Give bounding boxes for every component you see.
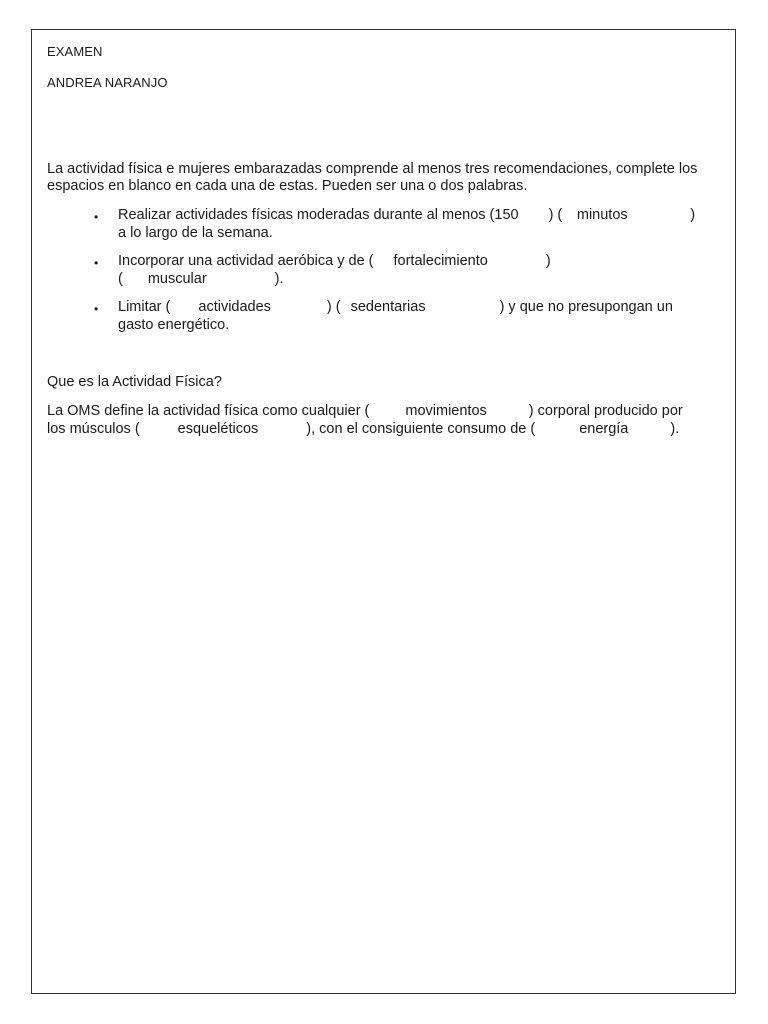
bullet-1-line-2: a lo largo de la semana. [118,225,273,241]
bullet-2-text [118,253,551,270]
bullet-1-part-3: ) [690,207,696,223]
bullet-2-blank-1: fortalecimiento [393,253,488,269]
definition-blank-1: movimientos [405,403,487,419]
bullet-2-line-2-close: ). [274,271,284,287]
bullet-3-line-2: gasto energético. [118,317,230,333]
bullet-3-part-2: ) ( [326,299,341,315]
bullet-3-blank-1: actividades [198,299,271,315]
definition-line-2-b: ), con el consiguiente consumo de ( [306,421,536,437]
bullet-3-text [118,299,673,316]
bullet-3-part-3: ) y que no presupongan un [499,299,673,315]
definition-line-2-a: los músculos ( [47,421,140,437]
definition-blank-2: esqueléticos [177,421,259,437]
definition-line-1 [47,403,683,420]
bullet-2-part-2: ) [545,253,551,269]
bullet-2-line-2-open: ( [118,271,123,287]
definition-line-2-c: ). [670,421,680,437]
bullet-1-part-2: ) ( [548,207,563,223]
bullet-1-blank: minutos [576,207,628,223]
bullet-3-blank-2: sedentarias [350,299,426,315]
document-page [31,29,736,994]
bullet-2-part-1: Incorporar una actividad aeróbica y de ( [118,253,374,269]
bullet-marker: • [94,302,99,316]
bullet-1-part-1: Realizar actividades físicas moderadas durante al menos (150 [118,207,519,223]
document-title: EXAMEN [47,44,103,59]
bullet-marker: • [94,256,99,270]
intro-line-2: espacios en blanco en cada una de estas. Pueden ser una o dos palabras. [47,178,528,194]
intro-line-1: La actividad física e mujeres embarazadas comprende al menos tres recomendaciones, complete los [47,161,698,177]
definition-line-1-a: La OMS define la actividad física como cualquier ( [47,403,370,419]
bullet-2-blank-2: muscular [147,271,207,287]
bullet-1-text [118,207,695,224]
author-name: ANDREA NARANJO [47,75,168,90]
question-heading: Que es la Actividad Física? [47,374,222,390]
bullet-marker: • [94,210,99,224]
bullet-2-line-2 [118,271,284,288]
definition-blank-3: energía [579,421,629,437]
bullet-3-part-1: Limitar ( [118,299,171,315]
definition-line-1-b: ) corporal producido por [528,403,683,419]
definition-line-2 [47,421,679,438]
